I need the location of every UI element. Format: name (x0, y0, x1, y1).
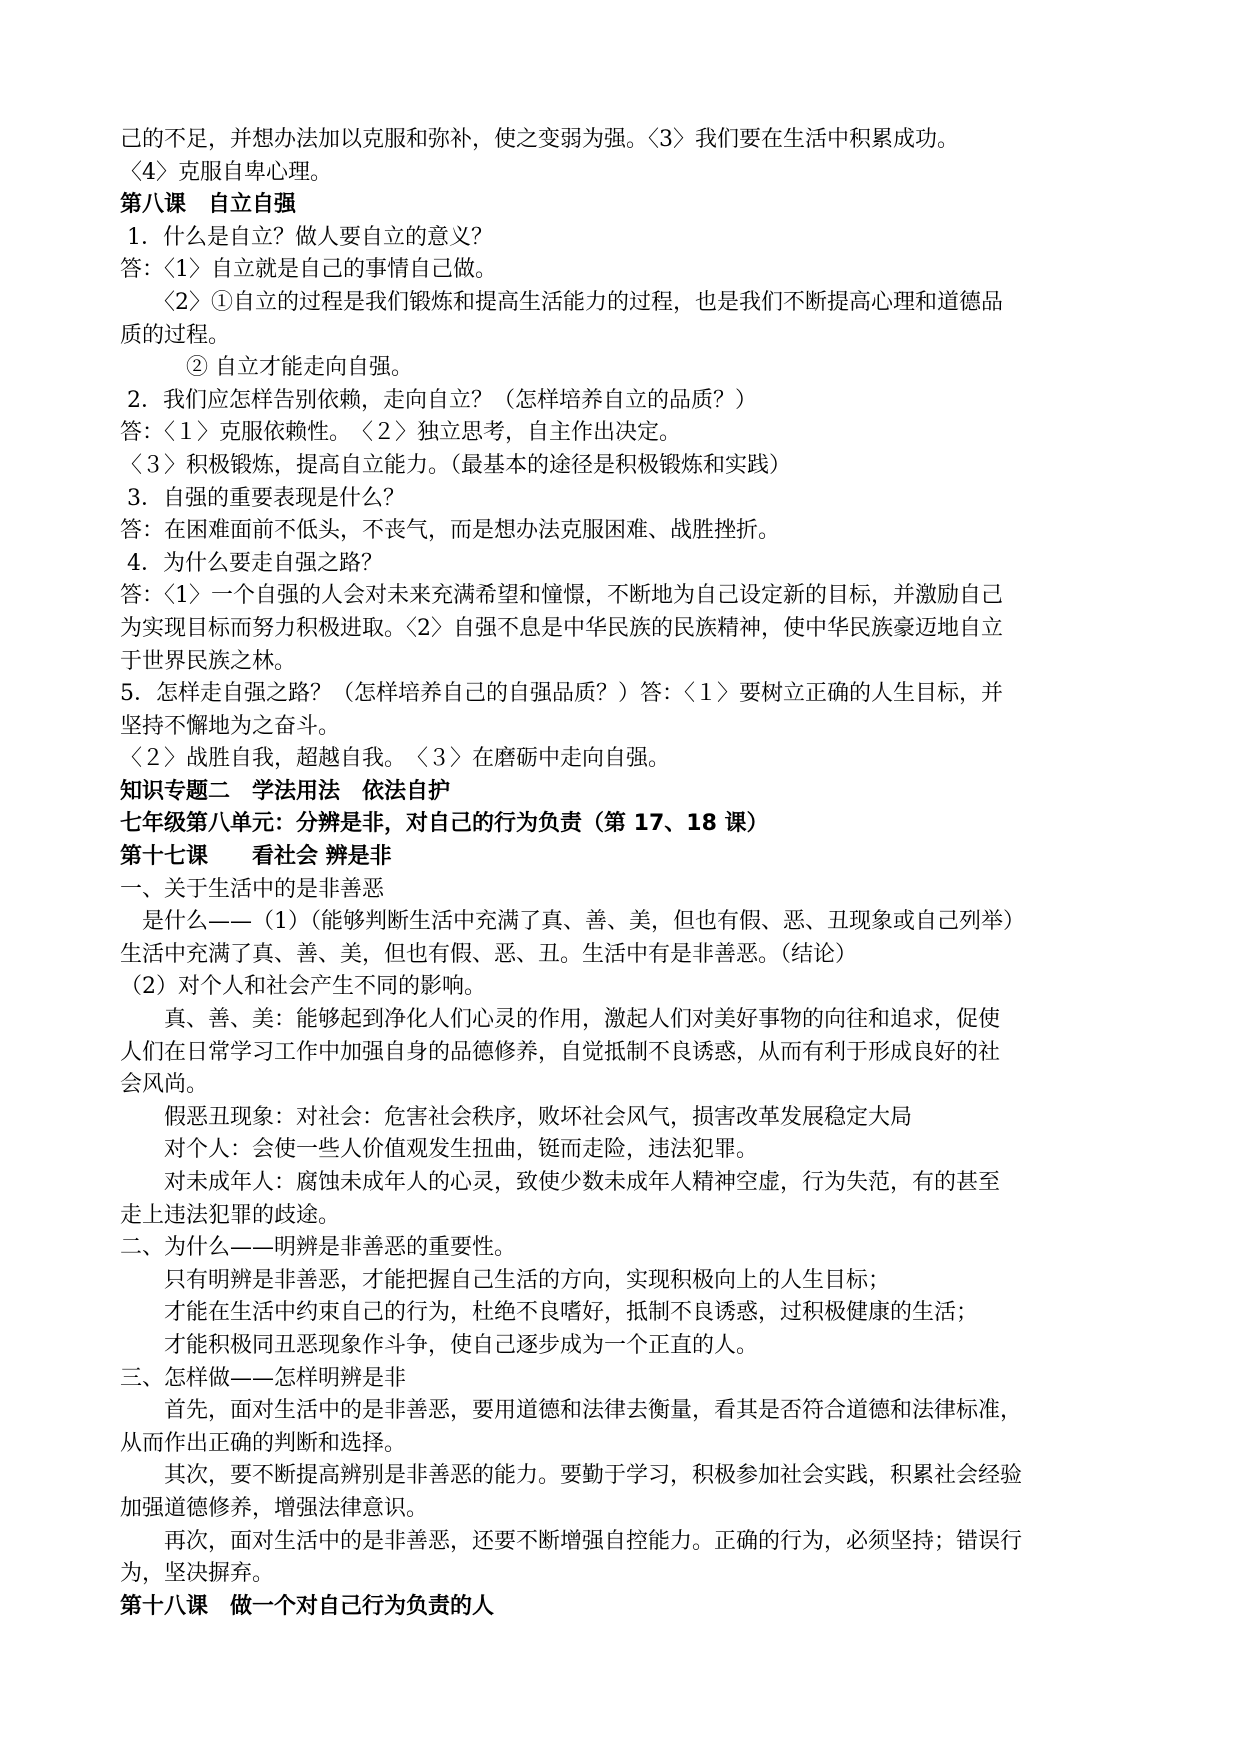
text-line: 于世界民族之林。 (120, 648, 297, 674)
text-line: 假恶丑现象：对社会：危害社会秩序，败坏社会风气，损害改革发展稳定大局 (120, 1104, 913, 1130)
text-line: 从而作出正确的判断和选择。 (120, 1430, 407, 1456)
text-line: 为实现目标而努力积极进取。〈2〉自强不息是中华民族的民族精神，使中华民族豪迈地自立 (120, 615, 1004, 641)
section-heading: 知识专题二 学法用法 依法自护 (120, 778, 451, 804)
text-line: 首先，面对生活中的是非善恶，要用道德和法律去衡量，看其是否符合道德和法律标准， (120, 1398, 1023, 1424)
text-line: 4．为什么要走自强之路？ (120, 550, 383, 576)
text-line: 为，坚决摒弃。 (120, 1561, 275, 1587)
text-line: 〈３〉积极锻炼，提高自立能力。（最基本的途径是积极锻炼和实践） (120, 452, 792, 478)
text-line: 答：在困难面前不低头，不丧气，而是想办法克服困难、战胜挫折。 (120, 518, 781, 544)
text-line: 坚持不懈地为之奋斗。 (120, 713, 341, 739)
document-body (120, 124, 1160, 1623)
text-line: 会风尚。 (120, 1072, 209, 1098)
text-line: ② 自立才能走向自强。 (120, 355, 413, 381)
text-line: 质的过程。 (120, 322, 231, 348)
text-line: 2．我们应怎样告别依赖，走向自立？（怎样培养自立的品质？） (120, 387, 757, 413)
text-line: 加强道德修养，增强法律意识。 (120, 1495, 429, 1521)
text-line: 人们在日常学习工作中加强自身的品德修养，自觉抵制不良诱惑，从而有利于形成良好的社 (120, 1039, 1001, 1065)
text-line: 〈2〉①自立的过程是我们锻炼和提高生活能力的过程，也是我们不断提高心理和道德品 (120, 289, 1004, 315)
text-line: 5．怎样走自强之路？（怎样培养自己的自强品质？）答：〈１〉要树立正确的人生目标，并 (120, 681, 1004, 707)
text-line: 三、怎样做——怎样明辨是非 (120, 1365, 407, 1391)
text-line: 其次，要不断提高辨别是非善恶的能力。要勤于学习，积极参加社会实践，积累社会经验 (120, 1463, 1023, 1489)
text-line: 答：〈１〉克服依赖性。 〈２〉独立思考，自主作出决定。 (120, 420, 682, 446)
text-line: 〈２〉战胜自我，超越自我。 〈３〉在磨砺中走向自强。 (120, 746, 671, 772)
section-heading: 第十八课 做一个对自己行为负责的人 (120, 1593, 495, 1619)
text-line: 二、为什么——明辨是非善恶的重要性。 (120, 1235, 517, 1261)
text-line: 〈4〉克服自卑心理。 (120, 159, 332, 185)
text-line: 再次，面对生活中的是非善恶，还要不断增强自控能力。正确的行为，必须坚持；错误行 (120, 1528, 1023, 1554)
section-heading: 第八课 自立自强 (120, 192, 297, 218)
text-line: 1．什么是自立？做人要自立的意义？ (120, 224, 493, 250)
text-line: 真、善、美：能够起到净化人们心灵的作用，激起人们对美好事物的向往和追求，促使 (120, 1007, 1001, 1033)
section-heading: 第十七课 看社会 辨是非 (120, 844, 392, 870)
text-line: 走上违法犯罪的歧途。 (120, 1202, 341, 1228)
text-line: 一、关于生活中的是非善恶 (120, 876, 385, 902)
text-line: 答：〈1〉一个自强的人会对未来充满希望和憧憬，不断地为自己设定新的目标，并激励自己 (120, 583, 1004, 609)
text-line: 生活中充满了真、善、美，但也有假、恶、丑。生活中有是非善恶。（结论） (120, 941, 858, 967)
text-line: 对未成年人：腐蚀未成年人的心灵，致使少数未成年人精神空虚，行为失范，有的甚至 (120, 1170, 1001, 1195)
section-heading: 七年级第八单元：分辨是非，对自己的行为负责（第 17、18 课） (120, 811, 769, 837)
text-line: 对个人：会使一些人价值观发生扭曲，铤而走险，违法犯罪。 (120, 1137, 759, 1163)
text-line: 才能在生活中约束自己的行为，杜绝不良嗜好，抵制不良诱惑，过积极健康的生活； (120, 1300, 979, 1326)
text-line: 才能积极同丑恶现象作斗争，使自己逐步成为一个正直的人。 (120, 1332, 759, 1358)
text-line: 只有明辨是非善恶，才能把握自己生活的方向，实现积极向上的人生目标； (120, 1267, 891, 1293)
text-line: 3．自强的重要表现是什么？ (120, 485, 405, 511)
text-line: 是什么——（1）（能够判断生活中充满了真、善、美，但也有假、恶、丑现象或自己列举） (120, 909, 1025, 935)
text-line: 己的不足，并想办法加以克服和弥补，使之变弱为强。〈3〉我们要在生活中积累成功。 (120, 127, 959, 152)
text-line: （2）对个人和社会产生不同的影响。 (120, 974, 486, 1000)
text-line: 答：〈1〉自立就是自己的事情自己做。 (120, 257, 497, 283)
